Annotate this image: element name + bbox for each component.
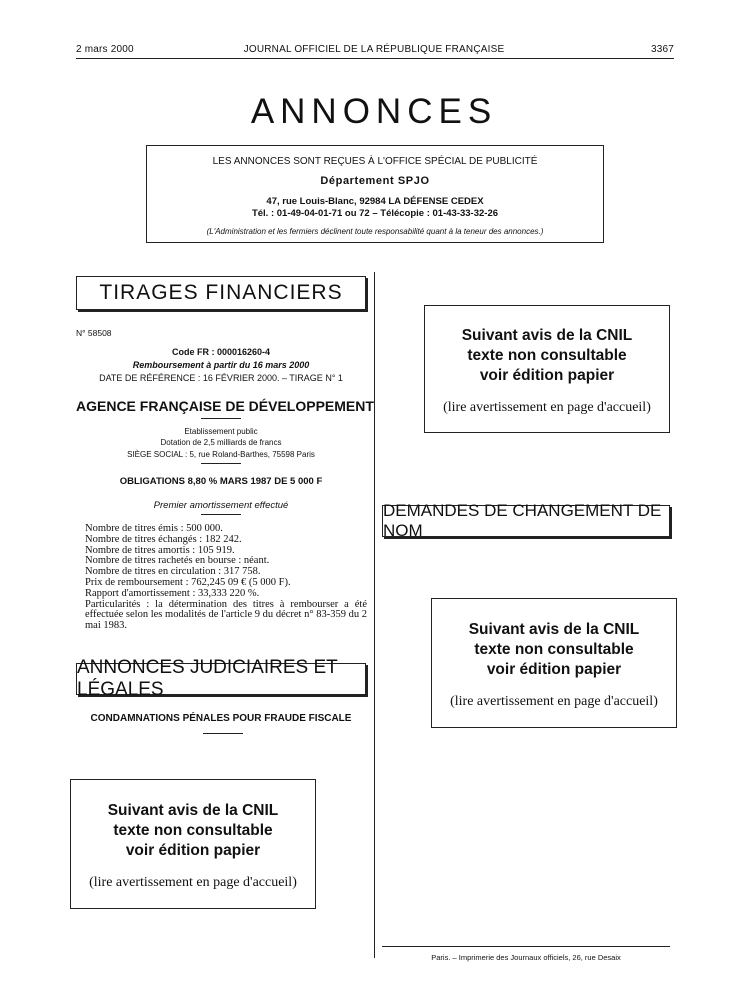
agency-name: AGENCE FRANÇAISE DE DÉVELOPPEMENT [76,398,374,414]
section-heading-tirages [76,276,366,310]
rule-siege [201,463,241,464]
cnil-notice-right-bottom [431,598,677,728]
notice-line-4: Tél. : 01-49-04-01-71 ou 72 – Télécopie : 01-43-33-32-26 [251,208,499,219]
agency-siege: SIÈGE SOCIAL : 5, rue Roland-Barthes, 75598 Paris [127,450,315,459]
cnil-line-2: texte non consultable [474,641,634,658]
printer-footer: Paris. – Imprimerie des Journaux officiels, 26, rue Desaix [431,953,621,962]
particularites-text: Particularités : la détermination des titres à rembourser a été effectuée selon les modalités de l'article 9 du décret n° 83-359 du 2 mai 1983. [85,598,367,632]
cnil-notice-right-top [424,305,670,433]
notice-line-2: Département SPJO [320,175,430,187]
rule-agency [201,418,241,419]
condamnations-subheading: CONDAMNATIONS PÉNALES POUR FRAUDE FISCALE [90,713,352,724]
cnil-note: (lire avertissement en page d'accueil) [443,400,651,415]
list-item: Nombre de titres émis : 500 000. [85,523,223,534]
titres-list [85,524,367,632]
cnil-line-3: voir édition papier [479,367,615,384]
page-title: ANNONCES [250,92,498,131]
list-item: Nombre de titres en circulation : 317 758. [85,566,261,578]
agency-status: Etablissement public [184,427,258,436]
cnil-line-2: texte non consultable [113,822,273,839]
header-journal-title: JOURNAL OFFICIEL DE LA RÉPUBLIQUE FRANÇAISE [243,44,505,55]
notice-line-5: (L'Administration et les fermiers déclinent toute responsabilité quant à la teneur des annonces.) [206,227,544,236]
announcement-number: N° 58508 [76,328,112,338]
reference-date: DATE DE RÉFÉRENCE : 16 FÉVRIER 2000. – TIRAGE N° 1 [99,373,343,383]
code-fr: Code FR : 000016260-4 [171,347,271,357]
section-heading-tirages-label: TIRAGES FINANCIERS [99,281,343,304]
header-page-number: 3367 [650,44,674,55]
column-divider [374,272,375,958]
header-rule [76,58,674,59]
rule-condamnations [203,733,243,734]
cnil-line-2: texte non consultable [467,347,627,364]
section-heading-judiciaires [76,657,366,700]
list-item: Nombre de titres rachetés en bourse : néant. [85,555,270,567]
notice-line-1: LES ANNONCES SONT REÇUES À L'OFFICE SPÉCIAL DE PUBLICITÉ [212,156,538,167]
list-item: Nombre de titres amortis : 105 919. [85,544,235,556]
section-heading-demandes-label: DEMANDES DE CHANGEMENT DE NOM [383,501,662,540]
premier-amortissement: Premier amortissement effectué [153,500,289,511]
header-date: 2 mars 2000 [76,44,134,55]
cnil-line-1: Suivant avis de la CNIL [468,621,640,638]
cnil-note: (lire avertissement en page d'accueil) [450,694,658,709]
cnil-line-3: voir édition papier [486,661,622,678]
agency-dotation: Dotation de 2,5 milliards de francs [160,438,282,447]
obligations-title: OBLIGATIONS 8,80 % MARS 1987 DE 5 000 F [119,476,323,487]
list-item: Nombre de titres échangés : 182 242. [85,533,242,545]
cnil-line-3: voir édition papier [125,842,261,859]
section-heading-judiciaires-label: ANNONCES JUDICIAIRES ET LÉGALES [77,657,338,700]
cnil-line-1: Suivant avis de la CNIL [461,327,633,344]
remboursement-date: Remboursement à partir du 16 mars 2000 [132,360,310,370]
cnil-notice-left [70,779,316,909]
rule-premier [201,514,241,515]
cnil-line-1: Suivant avis de la CNIL [107,802,279,819]
section-heading-demandes [382,501,670,540]
cnil-note: (lire avertissement en page d'accueil) [89,875,297,890]
list-item: Prix de remboursement : 762,245 09 € (5 000 F). [85,576,291,588]
notice-box [146,145,604,243]
list-item: Rapport d'amortissement : 33,333 220 %. [85,587,260,599]
notice-line-3: 47, rue Louis-Blanc, 92984 LA DÉFENSE CEDEX [266,196,484,207]
footer-rule [382,946,670,947]
